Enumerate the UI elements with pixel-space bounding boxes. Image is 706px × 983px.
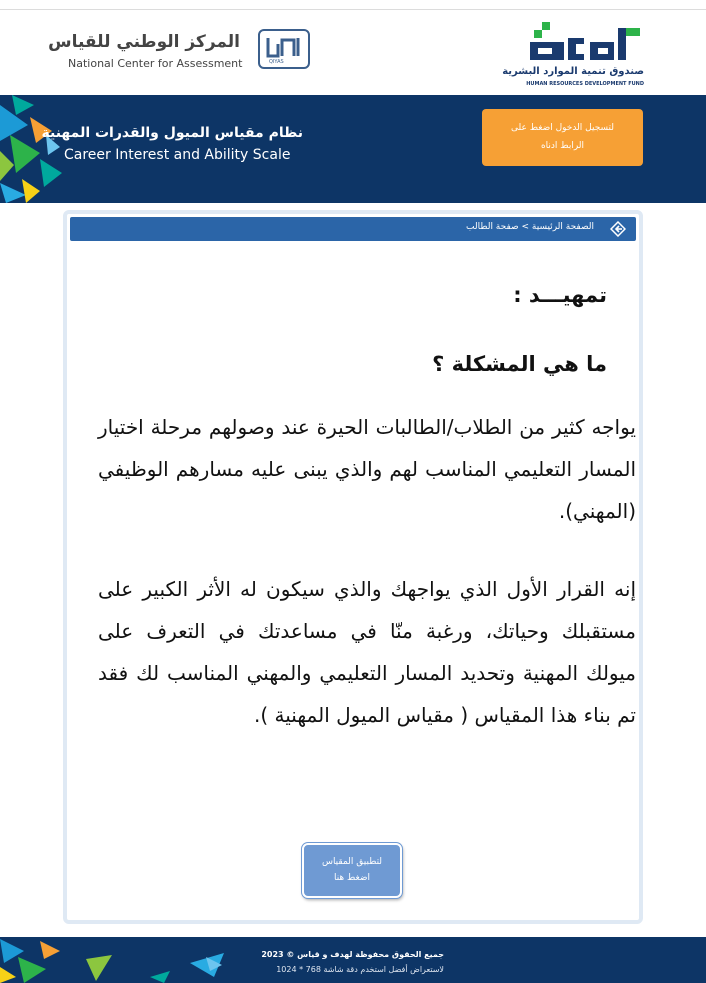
back-arrow-icon[interactable]	[610, 221, 626, 237]
qiyas-mark-text: QIYAS	[269, 59, 284, 64]
apply-scale-button[interactable]: لتطبيق المقياس اضغط هنا	[302, 843, 402, 898]
hrdf-name-en: HUMAN RESOURCES DEVELOPMENT FUND	[526, 81, 644, 87]
banner-title-en: Career Interest and Ability Scale	[64, 147, 291, 163]
hrdf-mark-icon	[524, 20, 646, 68]
problem-heading: ما هي المشكلة ؟	[432, 352, 607, 376]
intro-heading: تمهيـــد :	[513, 283, 607, 307]
footer-triangles-icon	[0, 937, 260, 983]
footer-copyright: جميع الحقوق محفوظة لهدف و قياس © 2023	[261, 950, 444, 959]
paragraph-decision: إنه القرار الأول الذي يواجهك والذي سيكون له الأثر الكبير على مستقبلك وحياتك، ورغبة منّا في مساعدتك في التعرف على ميولك المهنية وتحديد المسار التعليمي والمهني المناسب لك فقد تم بناء هذا المقياس ( مقياس الميول المهنية ).	[98, 577, 636, 727]
login-button[interactable]: لتسجيل الدخول اضغط على الرابط ادناه	[482, 109, 643, 166]
qiyas-mark-icon	[258, 29, 310, 69]
banner	[0, 95, 706, 203]
top-border	[0, 0, 706, 10]
qiyas-logo[interactable]	[48, 28, 316, 78]
footer-resolution-note: لاستعراض أفضل استخدم دقة شاشة 768 * 1024	[276, 965, 444, 974]
hrdf-logo[interactable]	[502, 20, 646, 92]
qiyas-name-en: National Center for Assessment	[68, 57, 243, 70]
banner-title-ar: نظام مقياس الميول والقدرات المهنية	[41, 125, 303, 141]
paragraph-problem: يواجه كثير من الطلاب/الطالبات الحيرة عند وصولهم مرحلة اختيار المسار التعليمي المناسب لهم والذي يبنى عليه مسارهم الوظيفي (المهني).	[98, 415, 636, 523]
footer	[0, 937, 706, 983]
hrdf-name-ar: صندوق تنمية الموارد البشرية	[502, 66, 644, 77]
breadcrumb-text[interactable]: الصفحة الرئيسية > صفحة الطالب	[466, 222, 594, 232]
qiyas-name-ar: المركز الوطني للقياس	[48, 32, 240, 52]
breadcrumb	[70, 217, 636, 241]
content-card	[63, 210, 643, 924]
